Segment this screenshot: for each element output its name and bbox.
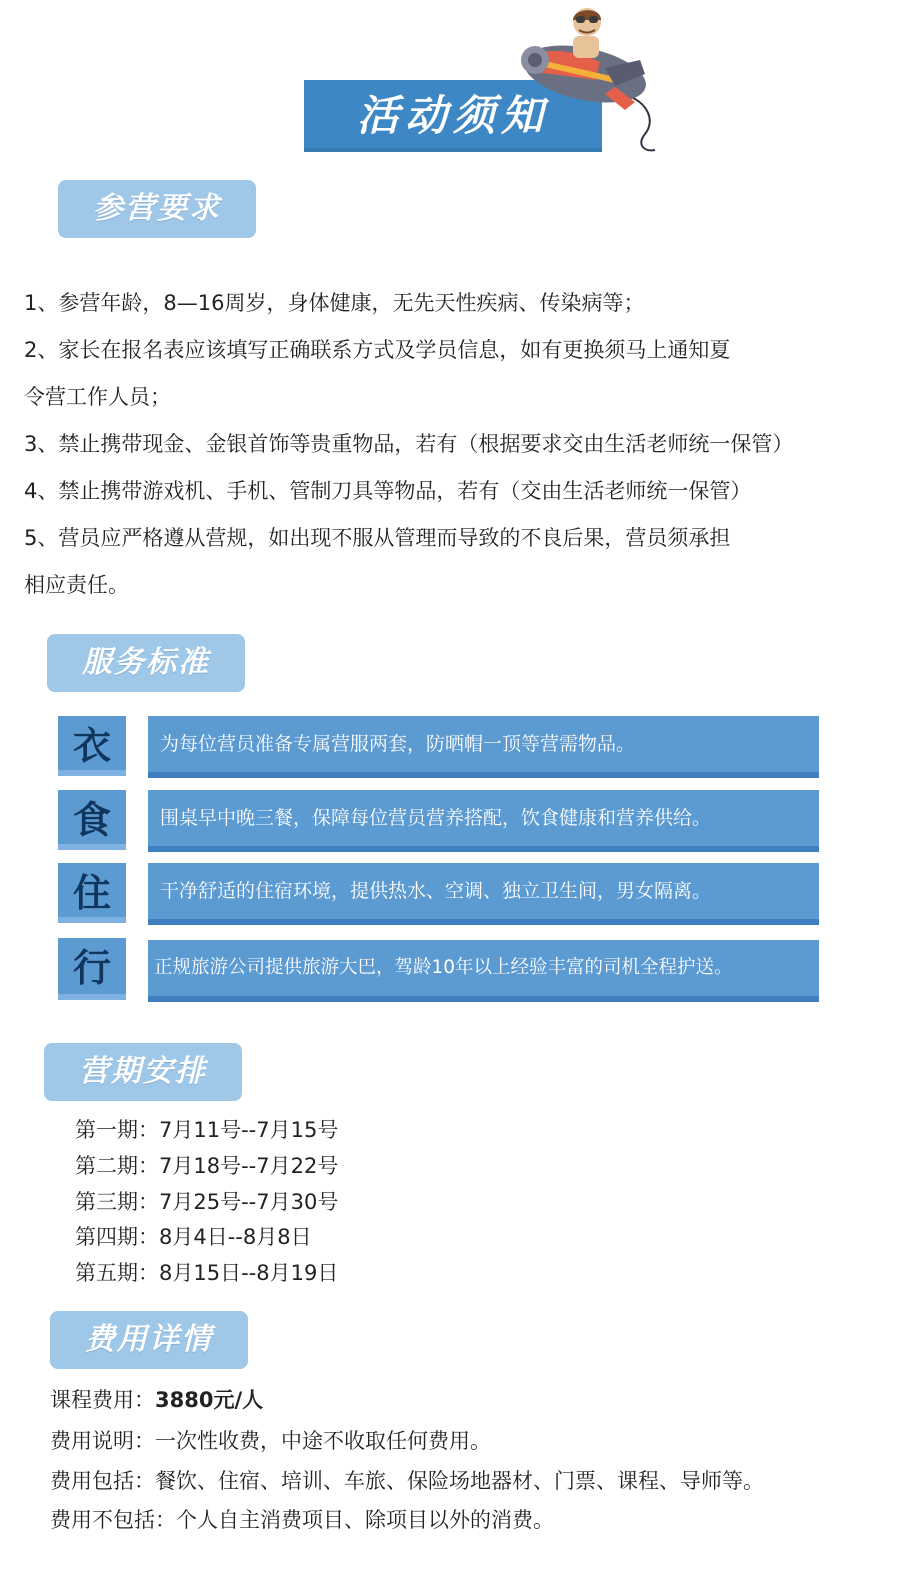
service-icon-food: 食 [58, 790, 126, 850]
schedule-line: 第一期：7月11号--7月15号 [75, 1118, 339, 1142]
requirement-line: 5、营员应严格遵从营规，如出现不服从管理而导致的不良后果，营员须承担 [24, 526, 731, 550]
schedule-line: 第三期：7月25号--7月30号 [75, 1190, 339, 1214]
fee-line: 费用包括：餐饮、住宿、培训、车旅、保险场地器材、门票、课程、导师等。 [50, 1469, 764, 1493]
requirement-line: 2、家长在报名表应该填写正确联系方式及学员信息，如有更换须马上通知夏 [24, 338, 731, 362]
service-icon-shadow [58, 844, 126, 850]
service-text-lodging: 干净舒适的住宿环境，提供热水、空调、独立卫生间，男女隔离。 [148, 863, 819, 919]
fee-course-label: 课程费用： [50, 1388, 155, 1412]
page-title: 活动须知 [304, 80, 602, 152]
service-bar-shadow [148, 919, 819, 925]
service-bar-shadow [148, 772, 819, 778]
fee-course-line [50, 1385, 263, 1415]
schedule-line: 第四期：8月4日--8月8日 [75, 1225, 312, 1249]
fee-course-value: 3880元/人 [155, 1388, 264, 1412]
pilot-plane-icon [505, 2, 670, 162]
requirement-line: 3、禁止携带现金、金银首饰等贵重物品，若有（根据要求交由生活老师统一保管） [24, 432, 794, 456]
service-icon-clothing: 衣 [58, 716, 126, 776]
section-header-service: 服务标准 [47, 634, 245, 692]
fee-line: 费用不包括：个人自主消费项目、除项目以外的消费。 [50, 1508, 554, 1532]
service-icon-shadow [58, 994, 126, 1000]
requirement-line: 令营工作人员； [24, 385, 171, 409]
service-bar-shadow [148, 846, 819, 852]
requirement-line: 4、禁止携带游戏机、手机、管制刀具等物品，若有（交由生活老师统一保管） [24, 479, 752, 503]
schedule-line: 第二期：7月18号--7月22号 [75, 1154, 339, 1178]
service-text-travel: 正规旅游公司提供旅游大巴，驾龄10年以上经验丰富的司机全程护送。 [148, 940, 819, 996]
requirement-line: 相应责任。 [24, 573, 129, 597]
fee-line: 费用说明：一次性收费，中途不收取任何费用。 [50, 1429, 491, 1453]
service-text-clothing: 为每位营员准备专属营服两套，防晒帽一顶等营需物品。 [148, 716, 819, 772]
service-bar-shadow [148, 996, 819, 1002]
service-icon-lodging: 住 [58, 863, 126, 923]
requirement-line: 1、参营年龄，8—16周岁，身体健康，无先天性疾病、传染病等； [24, 291, 645, 315]
section-header-schedule: 营期安排 [44, 1043, 242, 1101]
service-icon-shadow [58, 917, 126, 923]
section-header-requirements: 参营要求 [58, 180, 256, 238]
service-icon-shadow [58, 770, 126, 776]
service-text-food: 围桌早中晚三餐，保障每位营员营养搭配，饮食健康和营养供给。 [148, 790, 819, 846]
schedule-line: 第五期：8月15日--8月19日 [75, 1261, 339, 1285]
section-header-fee: 费用详情 [50, 1311, 248, 1369]
service-icon-travel: 行 [58, 938, 126, 998]
